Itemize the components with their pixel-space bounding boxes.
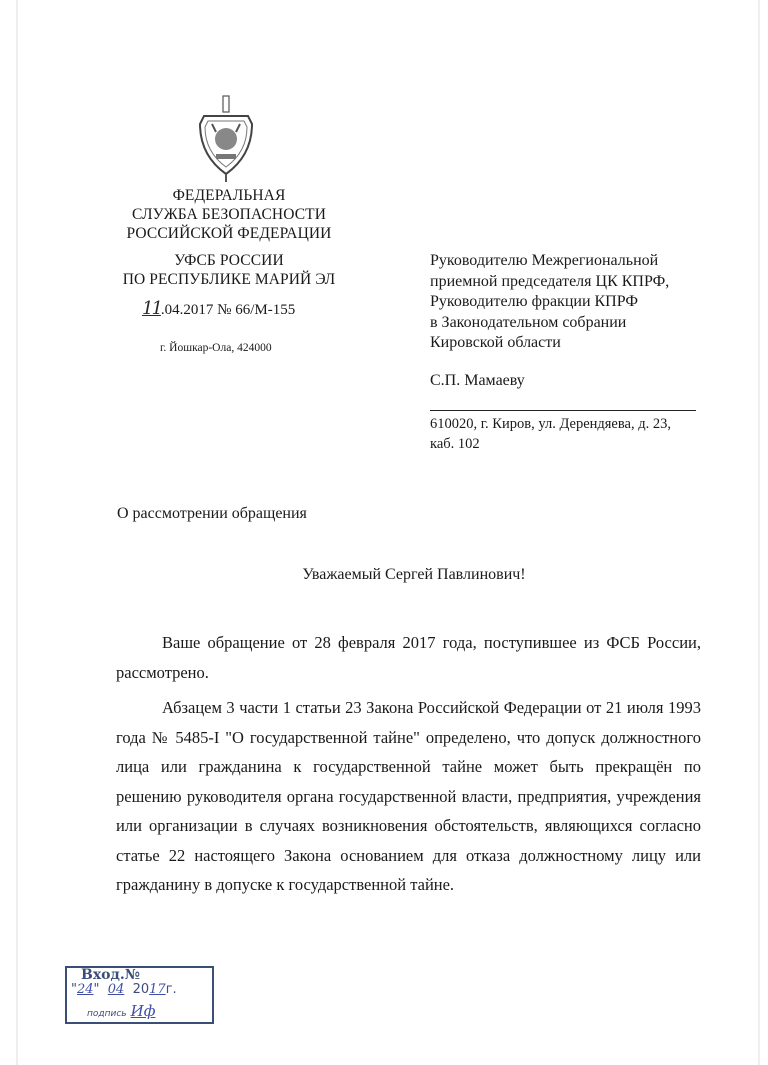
sender-organization xyxy=(100,186,358,297)
stamp-signature: Иф xyxy=(130,1002,156,1020)
sender-city: г. Йошкар-Ола, 424000 xyxy=(160,342,272,354)
scan-edge-right xyxy=(758,0,760,1065)
org-line: РОССИЙСКОЙ ФЕДЕРАЦИИ xyxy=(126,225,332,242)
letter-subject: О рассмотрении обращения xyxy=(117,505,307,522)
ref-day-handwritten: 11 xyxy=(142,298,161,319)
address-line: 610020, г. Киров, ул. Дерендяева, д. 23, xyxy=(430,416,671,432)
letter-greeting: Уважаемый Сергей Павлинович! xyxy=(302,566,526,583)
recipient-line: приемной председателя ЦК КПРФ, xyxy=(430,272,670,290)
stamp-day: 24 xyxy=(76,982,94,997)
org-line: ПО РЕСПУБЛИКЕ МАРИЙ ЭЛ xyxy=(122,271,336,288)
stamp-year-prefix: 20 xyxy=(132,982,150,997)
recipient-address xyxy=(430,414,720,454)
letter-body xyxy=(116,628,701,906)
stamp-month: 04 xyxy=(107,982,125,997)
outgoing-reference xyxy=(142,298,295,319)
stamp-signature-label: подпись xyxy=(87,1009,127,1019)
ref-number: .04.2017 № 66/М-155 xyxy=(160,302,296,318)
incoming-registration-stamp xyxy=(65,966,214,1024)
org-line: ФЕДЕРАЛЬНАЯ xyxy=(172,187,286,204)
stamp-signature-row xyxy=(87,1002,155,1020)
recipient-line: в Законодательном собрании xyxy=(430,313,627,331)
body-paragraph: Ваше обращение от 28 февраля 2017 года, поступившее из ФСБ России, рассмотрено. xyxy=(116,633,701,682)
recipient-line: Руководителю Межрегиональной xyxy=(430,252,659,269)
body-paragraph: Абзацем 3 части 1 статьи 23 Закона Российской Федерации от 21 июля 1993 года № 5485-I "О государственной тайне" определено, что допуск должностного лица или гражданина к государственной тайне может быть прекращён по решению руководителя органа государственной власти, предприятия, учреждения или организации в случаях возникновения обстоятельств, являющихся согласно статье 22 настоящего Закона основанием для отказа должностному лицу или гражданину в допуске к государственной тайне. xyxy=(116,698,701,894)
scan-edge-left xyxy=(16,0,18,1065)
org-line: СЛУЖБА БЕЗОПАСНОСТИ xyxy=(131,206,327,223)
org-line: УФСБ РОССИИ xyxy=(174,252,284,269)
stamp-title: Вход.№ xyxy=(81,967,140,983)
recipient-title xyxy=(430,251,720,354)
org-department-block xyxy=(100,251,358,289)
fsb-shield-emblem-icon xyxy=(194,94,258,184)
address-line: каб. 102 xyxy=(430,436,480,452)
recipient-name: С.П. Мамаеву xyxy=(430,372,525,389)
org-name-block xyxy=(100,186,358,243)
recipient-line: Кировской области xyxy=(430,334,561,351)
stamp-year-suffix: 17 xyxy=(149,982,166,997)
recipient-line: Руководителю фракции КПРФ xyxy=(430,293,638,310)
stamp-date: "24" 04 2017г. xyxy=(71,982,177,997)
recipient-divider xyxy=(430,410,696,411)
